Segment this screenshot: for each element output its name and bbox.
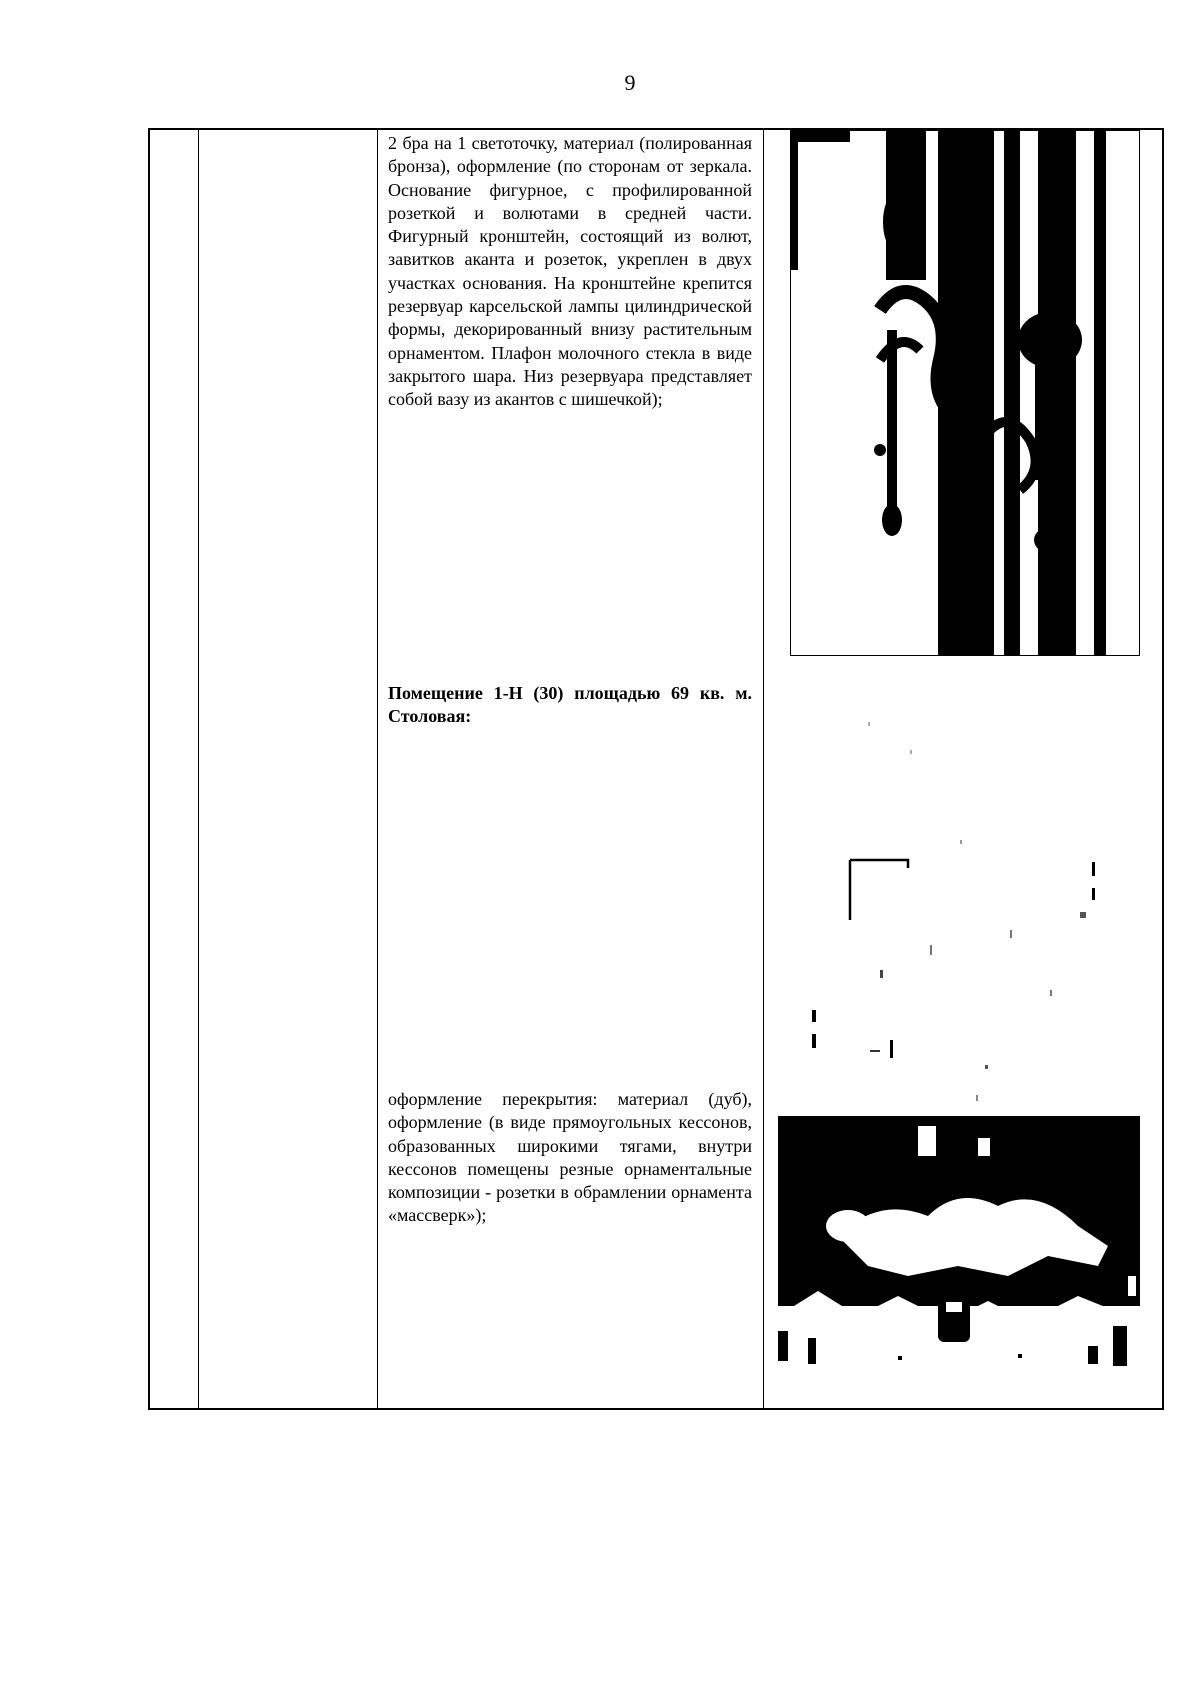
column-divider (763, 130, 764, 1408)
column-divider (198, 130, 199, 1408)
room-heading: Помещение 1-Н (30) площадью 69 кв. м. Столовая: (388, 683, 752, 727)
sconce-description: 2 бра на 1 светоточку, материал (полированная бронза), оформление (по сторонам от зеркала. Основание фигурное, с профилированной розеткой и волютами в средней части. Фигурный кронштейн, состоящий из волют, завитков аканта и розеток, укреплен в двух участках основания. На кронштейне крепится резервуар карсельской лампы цилиндрической формы, декорированный внизу растительным орнаментом. Плафон молочного стекла в виде закрытого шара. Низ резервуара представляет собой вазу из акантов с шишечкой); (388, 133, 752, 410)
column-divider (377, 130, 378, 1408)
dining-room-photo (790, 690, 1140, 1120)
ceiling-description: оформление перекрытия: материал (дуб), оформление (в виде прямоугольных кессонов, образованных широкими тягами, внутри кессонов помещены резные орнаментальные композиции - розетки в обрамлении орнамента «массверк»); (388, 1089, 752, 1226)
page-number: 9 (624, 70, 636, 95)
description-table (148, 128, 1164, 1410)
wall-sconce-photo (790, 130, 1140, 656)
coffered-ceiling-photo (778, 1116, 1140, 1378)
